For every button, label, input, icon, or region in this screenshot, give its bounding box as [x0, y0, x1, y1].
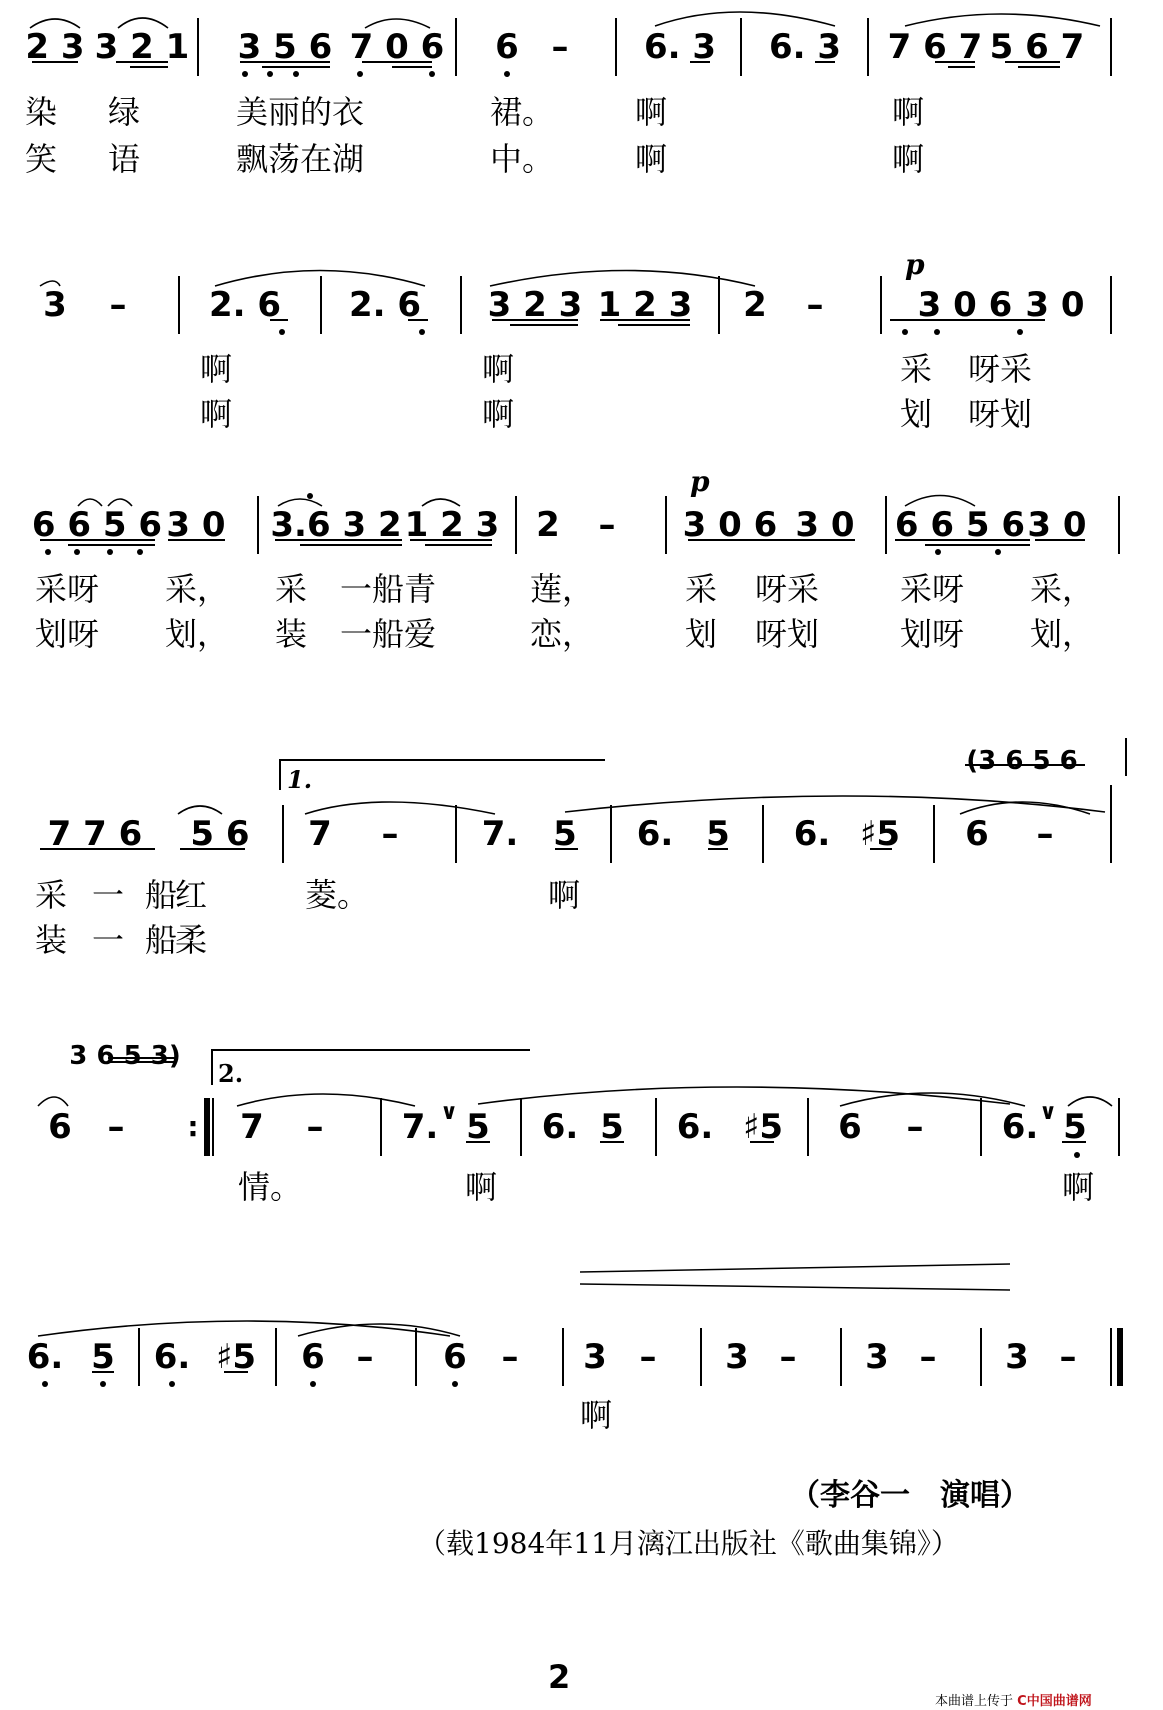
repeat-dots: : [187, 1110, 199, 1143]
note-group: – [1059, 1337, 1077, 1377]
lyric: 柔 [175, 921, 208, 959]
lyric: 一 [92, 876, 125, 914]
lyric: 船 [145, 876, 178, 914]
note-group: – [598, 505, 616, 545]
note-group: 2. 6 [348, 285, 422, 325]
note-group: 3 [1005, 1337, 1029, 1377]
lyric: 啊 [892, 140, 925, 178]
note-group: 2. 6 [208, 285, 282, 325]
note-group: 6 6 5 6 [31, 505, 163, 545]
breath-mark: ∨ [1039, 1100, 1057, 1125]
lyric: 划呀 [35, 615, 100, 653]
interlude-notes: 3 6 5 3) [69, 1041, 181, 1071]
barline [700, 1328, 702, 1386]
lyric: 采呀 [35, 570, 100, 608]
note-group: 5 6 [190, 814, 250, 854]
note-group: – [639, 1337, 657, 1377]
lyric: 采 [685, 570, 718, 608]
note-group: 3 0 6 [917, 285, 1013, 325]
note-group: 3 [725, 1337, 749, 1377]
note-group: 5 [1063, 1107, 1087, 1147]
lyric: 呀采 [755, 570, 820, 608]
lyric: 采， [1030, 570, 1095, 608]
note-group: 6. [541, 1107, 579, 1147]
barline [980, 1328, 982, 1386]
note-group: – [381, 814, 399, 854]
lyric: 啊 [635, 140, 668, 178]
lyric: 采 [900, 350, 933, 388]
lyric: 划 [685, 615, 718, 653]
note-group: 3.6 3 2 [270, 505, 402, 545]
lyric: 装 [35, 921, 68, 959]
note-group: ♯5 [859, 814, 901, 854]
lyric: 啊 [1062, 1168, 1095, 1206]
lyric: 啊 [635, 93, 668, 131]
note-group: 6 6 5 6 [894, 505, 1026, 545]
note-group: 3 0 [1027, 505, 1087, 545]
note-group: 6. 3 [768, 27, 842, 67]
final-barline [1117, 1328, 1123, 1386]
lyric: 船 [145, 921, 178, 959]
note-group: – [919, 1337, 937, 1377]
lyric: 划 [900, 395, 933, 433]
note-group: 6. [153, 1337, 191, 1377]
lyric: 染 [25, 93, 58, 131]
watermark-site: 中国曲谱网 [1026, 1694, 1092, 1709]
barline [275, 1328, 277, 1386]
lyric: 笑 [25, 140, 58, 178]
note-group: 6. [1001, 1107, 1039, 1147]
note-group: 3 5 6 [237, 27, 333, 67]
lyric: 一船青 [340, 570, 437, 608]
barline [415, 1328, 417, 1386]
note-group: 7. [401, 1107, 439, 1147]
volta-label: 2. [218, 1059, 244, 1088]
lyric: 啊 [548, 876, 581, 914]
note-group: 6. [26, 1337, 64, 1377]
note-group: – [356, 1337, 374, 1377]
page-number: 2 [548, 1658, 571, 1696]
note-group: 6. [636, 814, 674, 854]
note-group: 3 0 [166, 505, 226, 545]
note-group: 3 [43, 285, 67, 325]
note-group: 5 [600, 1107, 624, 1147]
note-group: 6 [48, 1107, 72, 1147]
breath-mark: ∨ [440, 1100, 458, 1125]
lyric: 啊 [200, 395, 233, 433]
note-group: 5 6 7 [989, 27, 1085, 67]
note-group: 3 2 1 [94, 27, 190, 67]
note-group: 3 0 [795, 505, 855, 545]
lyric: 飘荡在湖 [236, 140, 365, 178]
note-group: 6 [838, 1107, 862, 1147]
note-group: 3 0 6 [682, 505, 778, 545]
note-group: – [906, 1107, 924, 1147]
lyric: 采 [35, 876, 68, 914]
performer-credit: （李谷一 演唱） [790, 1478, 1030, 1513]
interlude-notes: (3 6 5 6 [966, 746, 1078, 776]
note-group: 6 [965, 814, 989, 854]
lyric: 一船爱 [340, 615, 437, 653]
lyric: 中。 [490, 140, 555, 178]
site-logo: C [1017, 1694, 1027, 1709]
note-group: 6. [676, 1107, 714, 1147]
lyric: 呀采 [968, 350, 1033, 388]
lyric: 装 [275, 615, 308, 653]
note-group: 6 [443, 1337, 467, 1377]
note-group: 1 2 3 [404, 505, 500, 545]
lyric: 啊 [482, 350, 515, 388]
note-group: 7 [308, 814, 332, 854]
note-group: 3 [583, 1337, 607, 1377]
note-group: 7 7 6 [47, 814, 143, 854]
note-group: 7 6 7 [887, 27, 983, 67]
note-group: – [501, 1337, 519, 1377]
note-group: 2 [743, 285, 767, 325]
lyric: 绿 [108, 93, 141, 131]
note-group: 6 [301, 1337, 325, 1377]
barline [138, 1328, 140, 1386]
upload-watermark [935, 1690, 1092, 1709]
lyric: 采呀 [900, 570, 965, 608]
lyric: 采， [165, 570, 230, 608]
note-group: 7 0 6 [349, 27, 445, 67]
barline [1110, 1328, 1112, 1386]
lyric: 呀划 [968, 395, 1033, 433]
note-group: 3 0 [1025, 285, 1085, 325]
lyric: 划， [165, 615, 230, 653]
note-group: 5 [706, 814, 730, 854]
lyric: 一 [92, 921, 125, 959]
lyric: 红 [175, 876, 208, 914]
dynamic-piano: p [690, 465, 710, 498]
note-group: 7. [481, 814, 519, 854]
lyric: 啊 [465, 1168, 498, 1206]
lyric: 呀划 [755, 615, 820, 653]
note-group: – [107, 1107, 125, 1147]
note-group: – [306, 1107, 324, 1147]
lyric: 采 [275, 570, 308, 608]
note-group: 3 [865, 1337, 889, 1377]
lyric: 情。 [238, 1168, 303, 1206]
volta-label: 1. [287, 765, 313, 794]
lyric: 莲， [530, 570, 595, 608]
lyric: 菱。 [305, 876, 370, 914]
note-group: 6 [495, 27, 519, 67]
lyric: 裙。 [490, 93, 555, 131]
note-group: – [1036, 814, 1054, 854]
lyric: 恋， [530, 615, 595, 653]
note-group: 3 2 3 [487, 285, 583, 325]
lyric: 啊 [580, 1396, 613, 1434]
lyric: 划呀 [900, 615, 965, 653]
note-group: ♯5 [742, 1107, 784, 1147]
note-group: ♯5 [215, 1337, 257, 1377]
barline [840, 1328, 842, 1386]
note-group: – [109, 285, 127, 325]
watermark-text: 本曲谱上传于 [935, 1694, 1014, 1709]
lyric: 啊 [200, 350, 233, 388]
lyric: 啊 [892, 93, 925, 131]
note-group: 5 [91, 1337, 115, 1377]
note-group: 7 [240, 1107, 264, 1147]
barline [562, 1328, 564, 1386]
note-group: 6. 3 [643, 27, 717, 67]
note-group: 2 [536, 505, 560, 545]
note-group: 2 3 [25, 27, 85, 67]
lyric: 划， [1030, 615, 1095, 653]
note-group: – [551, 27, 569, 67]
note-group: – [779, 1337, 797, 1377]
note-group: 5 [553, 814, 577, 854]
note-group: 6. [793, 814, 831, 854]
note-group: 5 [466, 1107, 490, 1147]
lyric: 美丽的衣 [236, 93, 365, 131]
lyric: 啊 [482, 395, 515, 433]
note-group: 1 2 3 [597, 285, 693, 325]
dynamic-piano: p [905, 248, 925, 281]
note-group: – [806, 285, 824, 325]
lyric: 语 [108, 140, 141, 178]
source-credit: （载1984年11月漓江出版社《歌曲集锦》） [418, 1527, 959, 1560]
